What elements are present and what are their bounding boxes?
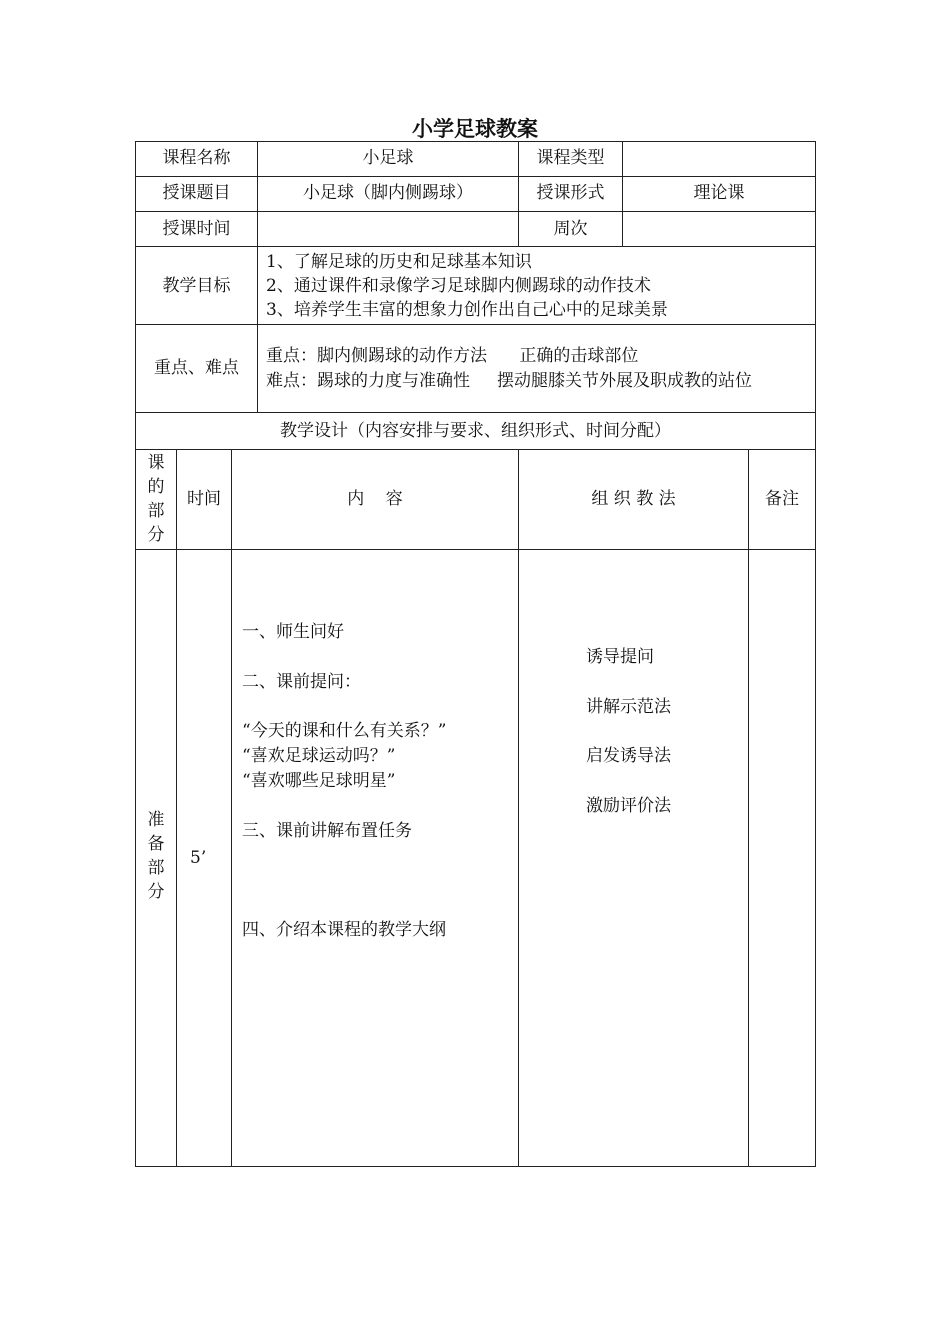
section-part: 准备部分	[147, 810, 165, 902]
section-time: 5’	[190, 848, 207, 868]
method-item: 诱导提问	[586, 647, 654, 667]
col-divider	[518, 449, 519, 1167]
form-value: 理论课	[693, 183, 745, 203]
row-divider	[135, 449, 816, 450]
design-header: 教学设计（内容安排与要求、组织形式、时间分配）	[280, 421, 671, 441]
objective-item: 3、培养学生丰富的想象力创作出自己心中的足球美景	[266, 300, 668, 320]
col-header-content: 内 容	[347, 489, 403, 509]
col-divider	[176, 449, 177, 1167]
course-name-label: 课程名称	[162, 148, 231, 168]
topic-label: 授课题目	[162, 183, 231, 203]
table-border-top	[135, 141, 816, 142]
row-divider	[135, 211, 816, 212]
method-item: 激励评价法	[586, 796, 671, 816]
col-divider	[748, 449, 749, 1167]
objectives-label: 教学目标	[162, 276, 231, 296]
week-label: 周次	[553, 219, 588, 239]
row-divider	[135, 246, 816, 247]
topic-value: 小足球（脚内侧踢球）	[303, 183, 473, 203]
col-header-part: 课的部分	[147, 453, 165, 545]
method-item: 启发诱导法	[586, 746, 671, 766]
row-divider	[135, 412, 816, 413]
course-type-label: 课程类型	[536, 148, 605, 168]
table-border-right	[815, 141, 816, 1167]
row-divider	[135, 549, 816, 550]
row-divider	[135, 176, 816, 177]
content-item: 四、介绍本课程的教学大纲	[242, 920, 446, 940]
content-item: 一、师生问好	[242, 622, 344, 642]
time-label: 授课时间	[162, 219, 231, 239]
page-title: 小学足球教案	[412, 117, 538, 141]
content-item: “喜欢哪些足球明星”	[242, 771, 396, 791]
key-point: 重点：脚内侧踢球的动作方法 正确的击球部位	[266, 346, 639, 366]
method-item: 讲解示范法	[586, 697, 671, 717]
col-header-time: 时间	[187, 489, 221, 509]
key-points-label: 重点、难点	[154, 358, 239, 378]
row-divider	[135, 324, 816, 325]
objective-item: 2、通过课件和录像学习足球脚内侧踢球的动作技术	[266, 276, 651, 296]
course-name-value: 小足球	[362, 148, 414, 168]
col-header-note: 备注	[765, 489, 799, 509]
difficult-point: 难点：踢球的力度与准确性 摆动腿膝关节外展及职成教的站位	[266, 371, 753, 391]
content-item: “今天的课和什么有关系？”	[242, 721, 447, 741]
col-header-method: 组 织 教 法	[591, 489, 676, 509]
content-item: “喜欢足球运动吗？”	[242, 746, 396, 766]
content-item: 二、课前提问：	[242, 672, 361, 692]
objective-item: 1、了解足球的历史和足球基本知识	[266, 252, 532, 272]
content-item: 三、课前讲解布置任务	[242, 821, 412, 841]
form-label: 授课形式	[536, 183, 605, 203]
col-divider	[231, 449, 232, 1167]
table-border-bottom	[135, 1166, 816, 1167]
